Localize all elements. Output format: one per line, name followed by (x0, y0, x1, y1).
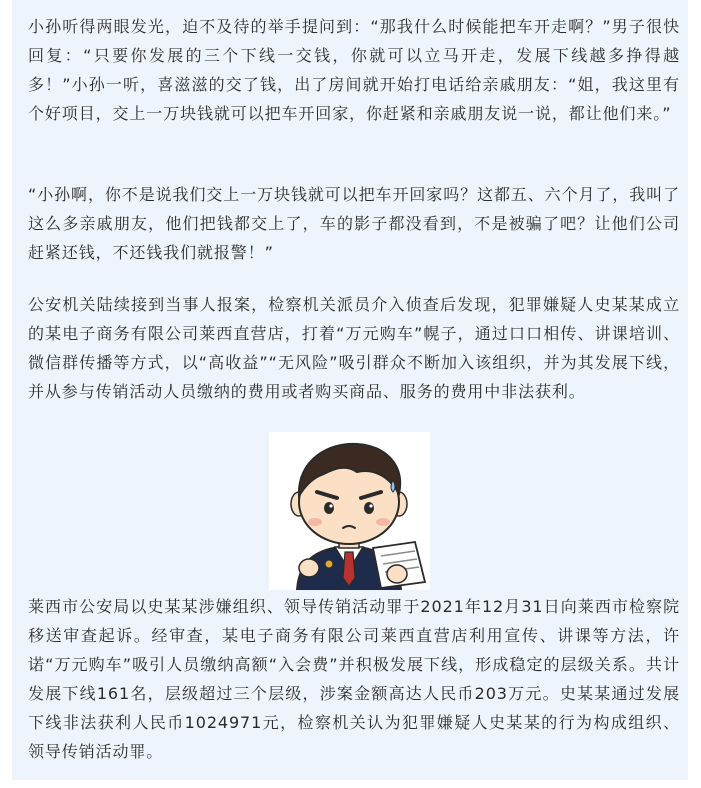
prosecutor-illustration (269, 432, 430, 590)
article-paragraph-4: 莱西市公安局以史某某涉嫌组织、领导传销活动罪于2021年12月31日向莱西市检察院移送审查起诉。经审查，某电子商务有限公司莱西直营店利用宣传、讲课等方法，许诺“万元购车”吸引人员缴纳高额“入会费”并积极发展下线，形成稳定的层级关系。共计发展下线161名，层级超过三个层级，涉案金额高达人民币203万元。史某某通过发展下线非法获利人民币1024971元，检察机关认为犯罪嫌疑人史某某的行为构成组织、领导传销活动罪。 (28, 597, 680, 761)
prosecutor-cartoon-icon (269, 432, 430, 590)
article-paragraph-2: “小孙啊，你不是说我们交上一万块钱就可以把车开回家吗？这都五、六个月了，我叫了这么多亲戚朋友，他们把钱都交上了，车的影子都没看到，不是被骗了吧？让他们公司赶紧还钱，不还钱我们就报警！” (28, 185, 680, 262)
article-paragraph-3: 公安机关陆续接到当事人报案，检察机关派员介入侦查后发现，犯罪嫌疑人史某某成立的某电子商务有限公司莱西直营店，打着“万元购车”幌子，通过口口相传、讲课培训、微信群传播等方式，以“高收益”“无风险”吸引群众不断加入该组织，并为其发展下线，并从参与传销活动人员缴纳的费用或者购买商品、服务的费用中非法获利。 (28, 295, 680, 401)
article-paragraph-1: 小孙听得两眼发光，迫不及待的举手提问到：“那我什么时候能把车开走啊？”男子很快回复：“只要你发展的三个下线一交钱，你就可以立马开走，发展下线越多挣得越多！”小孙一听，喜滋滋的交了钱，出了房间就开始打电话给亲戚朋友：“姐，我这里有个好项目，交上一万块钱就可以把车开回家，你赶紧和亲戚朋友说一说，都让他们来。” (28, 17, 680, 123)
